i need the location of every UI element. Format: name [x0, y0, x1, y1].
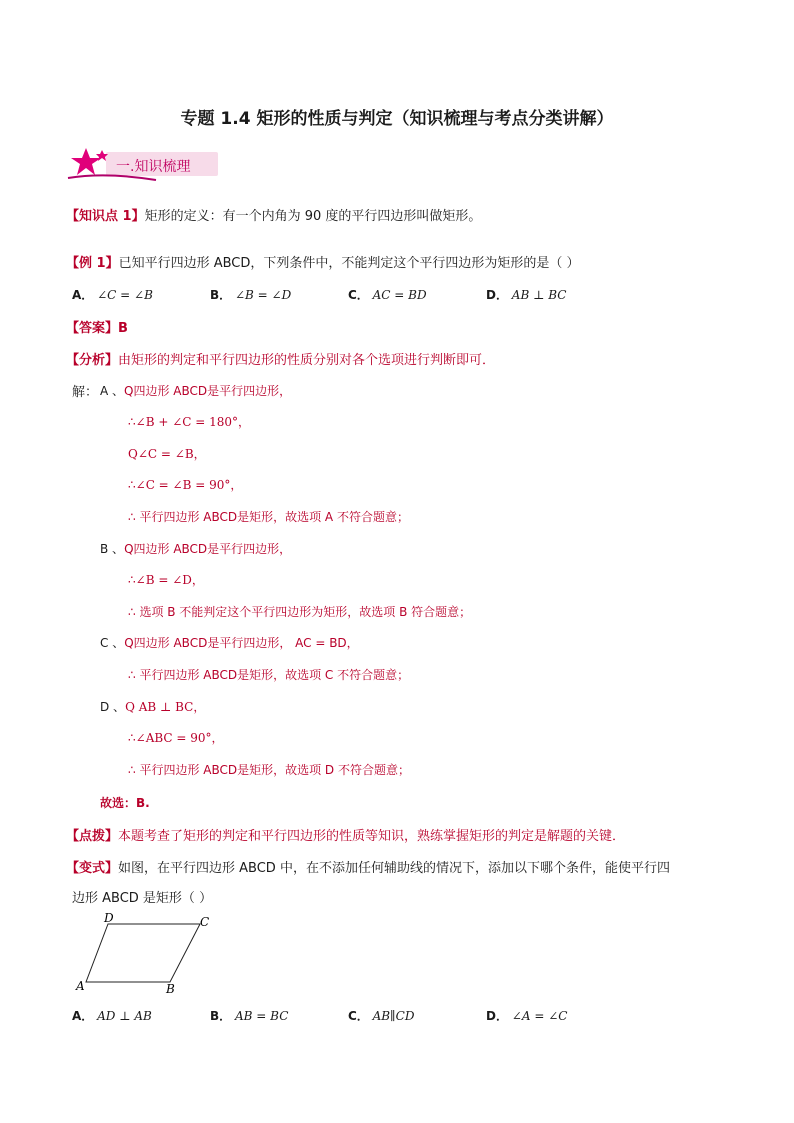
example-tag: 【例 1】 — [66, 256, 119, 271]
variant-option-c: C． AB∥CD — [348, 1009, 415, 1023]
solution-step: ∴∠C = ∠B = 90°， — [128, 478, 243, 492]
answer-tag: 【答案】 — [66, 321, 119, 336]
solution-step: ∴∠B + ∠C = 180°， — [128, 415, 251, 429]
solution-step: Q∠C = ∠B， — [128, 447, 206, 461]
solution-step: ∴ 平行四边形 ABCD是矩形，故选项 D 不符合题意； — [128, 763, 410, 777]
vertex-c-label: C — [200, 915, 210, 929]
knowledge-text: 矩形的定义：有一个内角为 90 度的平行四边形叫做矩形。 — [144, 209, 482, 224]
variant-option-a: A． AD ⊥ AB — [72, 1009, 152, 1023]
analysis-line — [66, 349, 495, 368]
variant-option-d: D． ∠A = ∠C — [486, 1009, 568, 1023]
variant-question-line2: 边形 ABCD 是矩形（ ） — [72, 891, 213, 906]
vertex-d-label: D — [104, 912, 114, 925]
variant-option-b: B． AB = BC — [210, 1009, 289, 1023]
solution-label: 解： — [72, 385, 99, 400]
solution-step: A 、Q四边形 ABCD是平行四边形， — [100, 384, 292, 398]
solution-step: ∴ 选项 B 不能判定这个平行四边形为矩形，故选项 B 符合题意； — [128, 605, 472, 619]
example-question-text: 已知平行四边形 ABCD，下列条件中，不能判定这个平行四边形为矩形的是（ ） — [118, 256, 580, 271]
knowledge-point — [66, 205, 481, 224]
variant-tag: 【变式】 — [66, 861, 119, 876]
solution-step: D 、Q AB ⊥ BC， — [100, 700, 206, 714]
solution-step: ∴ 平行四边形 ABCD是矩形，故选项 C 不符合题意； — [128, 668, 410, 682]
page-title: 专题 1.4 矩形的性质与判定（知识梳理与考点分类讲解） — [180, 109, 614, 129]
comment-tag: 【点拨】 — [66, 829, 119, 844]
solution-step: ∴ 平行四边形 ABCD是矩形，故选项 A 不符合题意； — [128, 510, 409, 524]
solution-step: C 、Q四边形 ABCD是平行四边形， AC = BD， — [100, 636, 359, 650]
analysis-tag: 【分析】 — [66, 353, 119, 368]
variant-text: 如图，在平行四边形 ABCD 中，在不添加任何辅助线的情况下，添加以下哪个条件，能使平行四 — [118, 861, 670, 876]
solution-step: ∴∠ABC = 90°， — [128, 731, 224, 745]
knowledge-tag: 【知识点 1】 — [66, 209, 145, 224]
section-title: 一.知识梳理 — [116, 159, 191, 175]
vertex-a-label: A — [76, 979, 85, 993]
solution-step: B 、Q四边形 ABCD是平行四边形， — [100, 542, 292, 556]
solution-step: ∴∠B = ∠D， — [128, 573, 204, 587]
comment-line — [66, 825, 625, 844]
parallelogram-figure — [70, 912, 220, 997]
analysis-text: 由矩形的判定和平行四边形的性质分别对各个选项进行判断即可． — [118, 353, 496, 368]
vertex-b-label: B — [166, 982, 175, 996]
solution-choice: 故选：B. — [100, 796, 150, 810]
example-option-a: A． ∠C = ∠B — [72, 288, 153, 302]
variant-question-line1 — [66, 857, 670, 876]
answer-line — [66, 317, 128, 336]
example-option-b: B． ∠B = ∠D — [210, 288, 292, 302]
comment-text: 本题考查了矩形的判定和平行四边形的性质等知识，熟练掌握矩形的判定是解题的关键． — [118, 829, 626, 844]
star-icon — [71, 148, 101, 175]
example-question — [66, 252, 580, 271]
example-option-d: D． AB ⊥ BC — [486, 288, 567, 302]
example-option-c: C． AC = BD — [348, 288, 427, 302]
answer-value: B — [118, 321, 128, 336]
